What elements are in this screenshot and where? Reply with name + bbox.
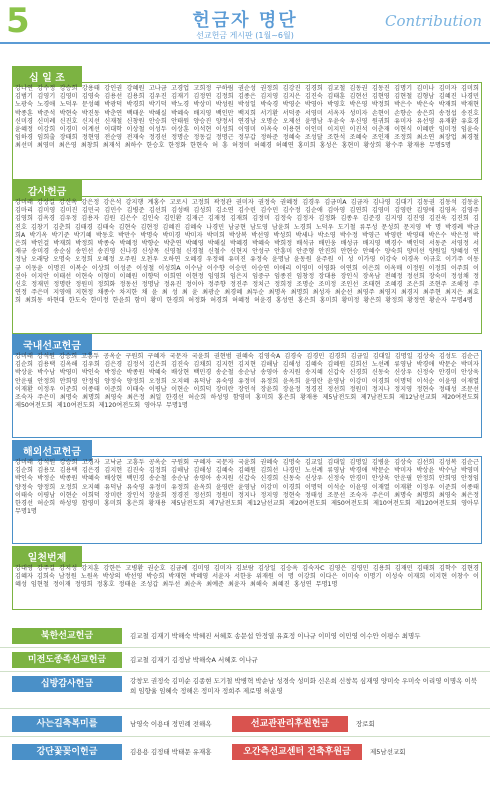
row-label-life-blessing: 사는길축복미를 (12, 716, 122, 732)
divider (0, 647, 490, 648)
section-label-thanks: 감사헌금 (12, 180, 82, 201)
row-tithe-thanks (12, 676, 478, 704)
names-thanks: 강미래 강상길 강신옥 강은정 강은석 강지행 계홍수 고로시 고정희 곽정관 권미자 권정숙 권혜정 김경우 김금미A 김금자 김나영 김대기 김동권 김동석 김동윤 김마리 김미영 김미진 김민국 김민수 김병준 김선희 김성배 김성희 김소연 김수린 김수민 김수정 김순애 김아영 김연희 김영미 김영란 김영애 김영옥 김영주 김영희 김옥경 김우정 김용자 김원 김은수 김인숙 김인환 김재근 김재정 김재희 김정미 김정숙 김정자 김정화 김종우 김준경 김지영 김진영 김진욱 김진희 김진호 김창기 김춘희 김태경 김태숙 김현숙 김현정 김혜진 김혜숙 나경민 남궁현 남도영 남윤희 노경희 노덕우 도기철 류무성 문성희 문지영 박 명 박경례 박금희A 박기옥 박기준 박기혜 박동호 박만수 박명숙 박미경 박미자 박미희 박상복 박선영 박성희 박세나 박소영 박수정 박영근 박영란 박영태 박은수 박은정 박은희 박인걸 박재희 박정희 박종숙 박혜정 박향순 박춘연 박혜영 박해실 박혜경 박혜숙 박희정 배석규 배민웅 배성규 배지영 백경수 백인덕 서동준 서영정 서재규 송미경 송순심 송인선 송진영 신나경 신상목 신영철 신경철 신철수 신현지 안성구 안흥미 안준형 안진희 안현승 안혜수 양숙희 양미선 양원일 양혜성 연정남 오래당 오명숙 오정희 오혜정 오주원 오천우 오하연 오혜경 우정혜 유미진 유정숙 윤명남 윤동원 윤주원 이 성 이가영 이강숙 이경옥 이규호 이기주 이동규 이동윤 이명진 이복순 이상희 이성준 이성철 이성희A 이수남 이수향 이승민 이승연 이애리 이영미 이영화 이연희 이은희 이옥매 이정원 이정희 이주희 이진아 이지안 이태선 이현숙 이형미 이혜원 이향덕 이희연 이현정 임영희 임은지 임중구 임종진 임창정 장대용 장인식 장옥남 전혜정 정선희 장숙미 정성채 정신호 정재민 정명란 정원미 정희화 정동선 정명남 정유진 정이아 정주향 정진주 정치근 정희정 조명순 조미정 조인선 조태현 조혜경 조은희 조현주 조해정 주연정 주은미 지영애 지현정 채종수 차지한 채 윤 최 성 최 윤 최광순 최경혜 최두순 최명옥 최명희 최성자 최순선 최영주 최영지 최경지 최주현 최지은 최효희 최희동 하현대 한도숙 한미정 한윤희 함미 황미 한경희 허정화 허경희 허혜정 허윤경 홍성연 홍은희 홍미희 황미정 황은희 황정희 황정연 황순자 무명4명 (12, 196, 482, 334)
divider (0, 671, 490, 672)
row-unreached (12, 652, 478, 668)
names-tithe: 강나연 강수정 강승희 강용태 강인권 강혜원 고나금 고경업 고희정 구하림 권순성 권정희 김강진 김경희 김교철 김동권 김동진 김명기 김미나 김미자 김미희 김범기 김영기 김영미 김영숙 김용선 김용희 김우진 김재기 김정연 김정희 김종은 김지영 김지은 김진숙 김태훈 김현선 김현영 김현철 김형남 김혜진 나경민 노광숙 노경애 노덕우 문성혜 박광덕 박경희 박기덕 박노경 박상미 박성원 박성일 박숙경 박영순 박영아 박영호 박은영 박정희 박은수 박은숙 박재희 박재현 박종훈 박준석 박현숙 박진동 박춘연 백태운 박해실 박혜숙 배지영 백인만 백지희 서기환 서덕중 서영미 서옥자 성미자 손현이 손향순 송은희 송정섭 송진호 신미경 신미례 신진호 신지선 신재철 신창원 안승희 안태원 양승진 양정서 연경남 오명순 오제선 윤명남 우윤숙 우신영 원귀희 유미자 유선영 유재환 유효경 윤혜정 이강희 이경미 이계선 이대학 이상철 이성두 이상훈 이석현 이성희 이영미 이옥숙 이용현 이인미 이지민 이진석 이춘재 이현식 이혜란 임미정 임윤숙 임하경 임희출 장태희 정현영 전순영 전재숙 정경선 정명순 정동길 정명근 정부갑 정하준 정혜숙 조성달 조한석 조혜숙 조인재 조정희 최소연 최장업 최경철 최선미 최영미 최은영 최창희 최재석 최하수 한승호 한정화 한현숙 허 흥 허정미 허혜경 허혜연 홍미희 홍성은 홍현미 황상희 황수주 황재용 무명5명 (12, 82, 482, 180)
row-names-mission-house: 장로회 (356, 720, 375, 728)
row-names-life-blessing: 남영숙 이용대 정민례 전해옥 (130, 720, 212, 728)
row-label-north-korea: 북한선교헌금 (12, 628, 122, 644)
row-north-korea (12, 628, 478, 644)
row-label-altar-flower: 강단꽃꽂이헌금 (12, 744, 122, 760)
names-domestic: 강미래 강석원 강승희 고흥두 공옥순 구원희 구혜자 국문자 국윤희 권현범 권혜숙 김영숙A 김경숙 김경민 김경희 김금일 김대일 김명일 김상숙 김성도 김순근 김순희 김용택 김옥해 김우희 김은경 김정석 김은희 김진숙 김채희 김지헌 김지현 김해남 김해성 김혜숙 김혜원 김희선 노선례 류영남 박경애 박문순 박미자 박상윤 박수남 박영미 박인숙 박정순 박종원 박혜숙 배상현 백민경 송순철 송순남 송영아 송지원 송지혜 신갑숙 신경희 신동숙 신상우 신정숙 안경미 안상욱 안운필 안정희 안희영 안정임 양정숙 양정희 오정희 오지혜 유덕남 유숙영 유정미 유정희 윤옥희 윤영란 윤영남 이강미 이경희 이명덕 이석순 이윤영 이재열 이재환 이정우 이준희 이종태 이준희 이태숙 이평남 이현순 이희덕 장미란 장인석 장윤희 장윤정 정경진 정선희 정원미 정지나 정지영 정현숙 정태성 조문선 조숙자 주은미 최명숙 최명희 최영숙 최은정 최일 한경선 허순희 하성영 함영미 홍미희 홍은희 황재용 제5남전도회 제7남전도회 제12남선교회 제20여전도회 제50여전도회 제10여전도회 제120여전도회 영아부 무명1명 (12, 350, 482, 438)
row-names-north-korea: 김교철 김재기 박해숙 박혜진 서혜호 송문섭 안정열 유효정 이나규 이미영 이민영 이수안 이평수 최명두 (130, 632, 421, 640)
row-label-tithe-thanks: 십방감사헌금 (12, 676, 122, 692)
row-label-center-build: 오간측선교센터 건축후원금 (232, 744, 362, 760)
names-one-won: 강대영 강주길 강지성 강지훈 강한든 고병환 권순호 김금례 김미영 김미자 김보람 김상일 김승옥 김숙자C 김영은 김영민 김용희 김재민 김태희 김학수 김현경 김혜자 김희숙 남정원 노원옥 박상의 박선영 박승희 박재현 박혜영 서윤자 서한웅 위재원 이 명 이강희 이다은 이미숙 이명기 이성숙 이재희 이지현 이창수 이혜성 임현철 정이재 정영희 정홍호 정태윤 조성갑 최두선 최순옥 최예준 최윤자 최해숙 최혜진 홍성연 무명1명 (12, 562, 482, 610)
section-tithe (12, 66, 478, 176)
page-number: 5 (6, 1, 30, 41)
page-subtitle: 선교헌금 게시판 (1월~6월) (196, 31, 294, 40)
section-label-tithe: 십 일 조 (12, 66, 82, 87)
section-label-one-won: 일천번제 (12, 546, 82, 567)
section-one-won (12, 546, 478, 606)
row-names-altar-flower: 김용용 김정태 박태문 유재홍 (130, 748, 212, 756)
row-center-build (232, 744, 478, 760)
section-label-domestic: 국내선교헌금 (12, 334, 92, 355)
brand-wordmark: Contribution (385, 12, 482, 30)
names-overseas: 강미래 강석원 강승희 고경자 고낙균 고흥두 공옥순 구원회 구혜자 국문자 국윤희 권혜숙 김명숙 김교일 김대일 김명일 김병윤 김상숙 김선희 김성복 김순근 김순희 김용모 김용택 김은경 김지헌 김진숙 김정희 김해남 김해성 김혜숙 김혜원 김희선 나경민 노선례 류영남 박경애 박문순 박미자 박상윤 박수남 박영미 박인숙 박정순 박종원 박혜숙 배상현 백민경 송순철 송순남 송영아 송지원 신갑숙 신경희 신동숙 신상우 신정숙 안경미 안상욱 안운필 안정희 안희영 안정임 양정숙 양정희 오정희 오지혜 유덕남 유숙영 유정미 유정희 윤옥희 윤영란 윤영남 이강미 이경희 이명덕 이석순 이윤영 이재열 이재환 이정우 이준희 이종태 이태숙 이평남 이현순 이희덕 장미란 장인석 장윤희 정경진 정선희 정원미 정지나 정지영 정현숙 정태성 조문선 조숙자 주은미 최명숙 최명희 최영숙 최은정 한경선 허순희 하성영 함영미 홍미희 홍은희 황재용 제5남전도회 제7남전도회 제12남선교회 제20여전도회 제50여전도회 제10여전도회 제120여전도회 영아부 무명1명 (12, 456, 482, 544)
row-names-center-build: 제5남선교회 (370, 748, 406, 756)
section-domestic (12, 334, 478, 434)
header-divider (0, 42, 490, 44)
page-title: 헌금자 명단 (192, 10, 298, 31)
row-label-mission-house: 선교관관리후원헌금 (232, 716, 348, 732)
row-label-unreached: 미전도종족선교헌금 (12, 652, 122, 668)
section-overseas (12, 440, 478, 540)
row-mission-house (232, 716, 478, 732)
page-header (0, 0, 490, 44)
section-label-overseas: 해외선교헌금 (12, 440, 92, 461)
row-names-tithe-thanks: 강창모 권정숙 김미순 김종현 도기철 박병혁 박순남 성경숙 성미화 신은희 신창목 심재영 양미숙 우미숙 이리영 이명옥 이북희 임향율 임혜숙 정해은 정미자 정희주 제로명 허운영 (130, 677, 478, 695)
section-thanks (12, 180, 478, 330)
divider (0, 708, 490, 709)
row-names-unreached: 김교철 김재기 김정남 박해숙A 서혜호 이나규 (130, 656, 258, 664)
divider (0, 736, 490, 737)
